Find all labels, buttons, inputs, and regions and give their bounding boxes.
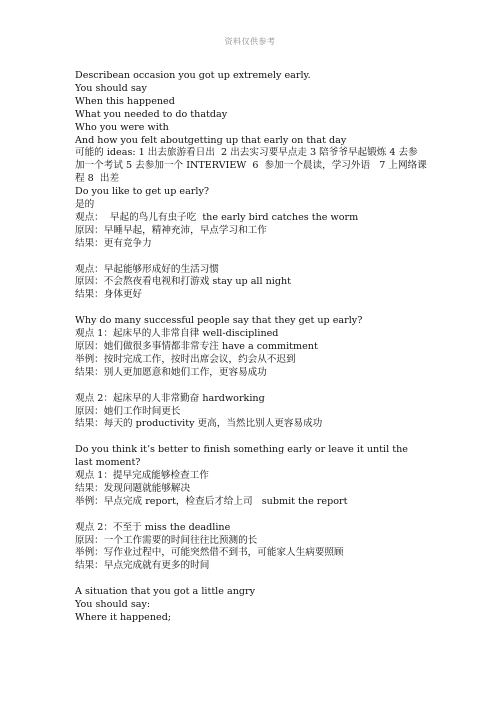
text-line: 原因：不会熬夜看电视和打游戏 stay up all night — [75, 276, 292, 288]
text-line: 观点： 早起的鸟儿有虫子吃 the early bird catches the worm — [75, 211, 359, 223]
text-line: 原因：早睡早起，精神充沛，早点学习和工作 — [75, 224, 267, 236]
text-line: 举例：按时完成工作，按时出席会议，约会从不迟到 — [75, 353, 296, 365]
page-header-watermark: 资料仅供参考 — [224, 37, 276, 46]
text-line: 可能的 ideas: 1 出去旅游看日出 2 出去实习要早点走 3 陪爷爷早起锻炼 4 去参加一个考试 5 去参加一个 INTERVIEW 6 参加一个晨读，学习外语 7 上网络课程 8 出差 — [75, 147, 427, 185]
text-line: 结果：更有竞争力 — [75, 237, 152, 249]
text-line: Where it happened; — [75, 611, 172, 623]
blank-line — [75, 380, 427, 393]
text-line: 举例：写作业过程中，可能突然借不到书，可能家人生病要照顾 — [75, 547, 344, 559]
text-line: Do you like to get up early? — [75, 186, 210, 198]
text-line: 结果：发现问题就能够解决 — [75, 482, 191, 494]
text-line: 原因：她们工作时间更长 — [75, 405, 181, 417]
text-line: 是的 — [75, 199, 95, 211]
text-line: Who you were with — [75, 121, 169, 133]
blank-line — [75, 509, 427, 522]
text-line: 观点 2：不至于 miss the deadline — [75, 521, 231, 533]
text-line: 原因：她们做很多事情都非常专注 have a commitment — [75, 341, 318, 352]
text-line: 观点：早起能够形成好的生活习惯 — [75, 263, 219, 275]
text-line: Do you think it’s better to finish something early or leave it until the last moment? — [75, 444, 411, 469]
text-line: Why do many successful people say that they get up early? — [75, 315, 363, 327]
blank-line — [75, 302, 427, 315]
text-line: And how you felt aboutgetting up that early on that day — [75, 134, 347, 146]
text-line: 观点 1：起床早的人非常自律 well-disciplined — [75, 328, 279, 340]
text-line: 结果：身体更好 — [75, 289, 143, 301]
text-line: You should say: — [75, 599, 151, 611]
text-line: 结果：早点完成就有更多的时间 — [75, 560, 210, 572]
text-line: 观点 2：起床早的人非常勤奋 hardworking — [75, 392, 265, 404]
text-line: You should say — [75, 82, 147, 94]
text-line: What you needed to do thatday — [75, 108, 228, 120]
text-line: Describean occasion you got up extremely early. — [75, 70, 311, 81]
text-line: A situation that you got a little angry — [75, 586, 256, 598]
blank-line — [75, 573, 427, 586]
text-line: When this happened — [75, 95, 175, 107]
text-line: 结果：每天的 productivity 更高，当然比别人更容易成功 — [75, 418, 323, 430]
text-line: 结果：别人更加愿意和她们工作，更容易成功 — [75, 366, 267, 378]
blank-line — [75, 251, 427, 264]
text-line: 原因：一个工作需要的时间往往比预测的长 — [75, 534, 258, 546]
document-body — [75, 70, 427, 625]
text-line: 举例：早点完成 report，检查后才给上司 submit the report — [75, 495, 348, 507]
blank-line — [75, 431, 427, 444]
text-line: 观点 1：提早完成能够检查工作 — [75, 470, 209, 482]
